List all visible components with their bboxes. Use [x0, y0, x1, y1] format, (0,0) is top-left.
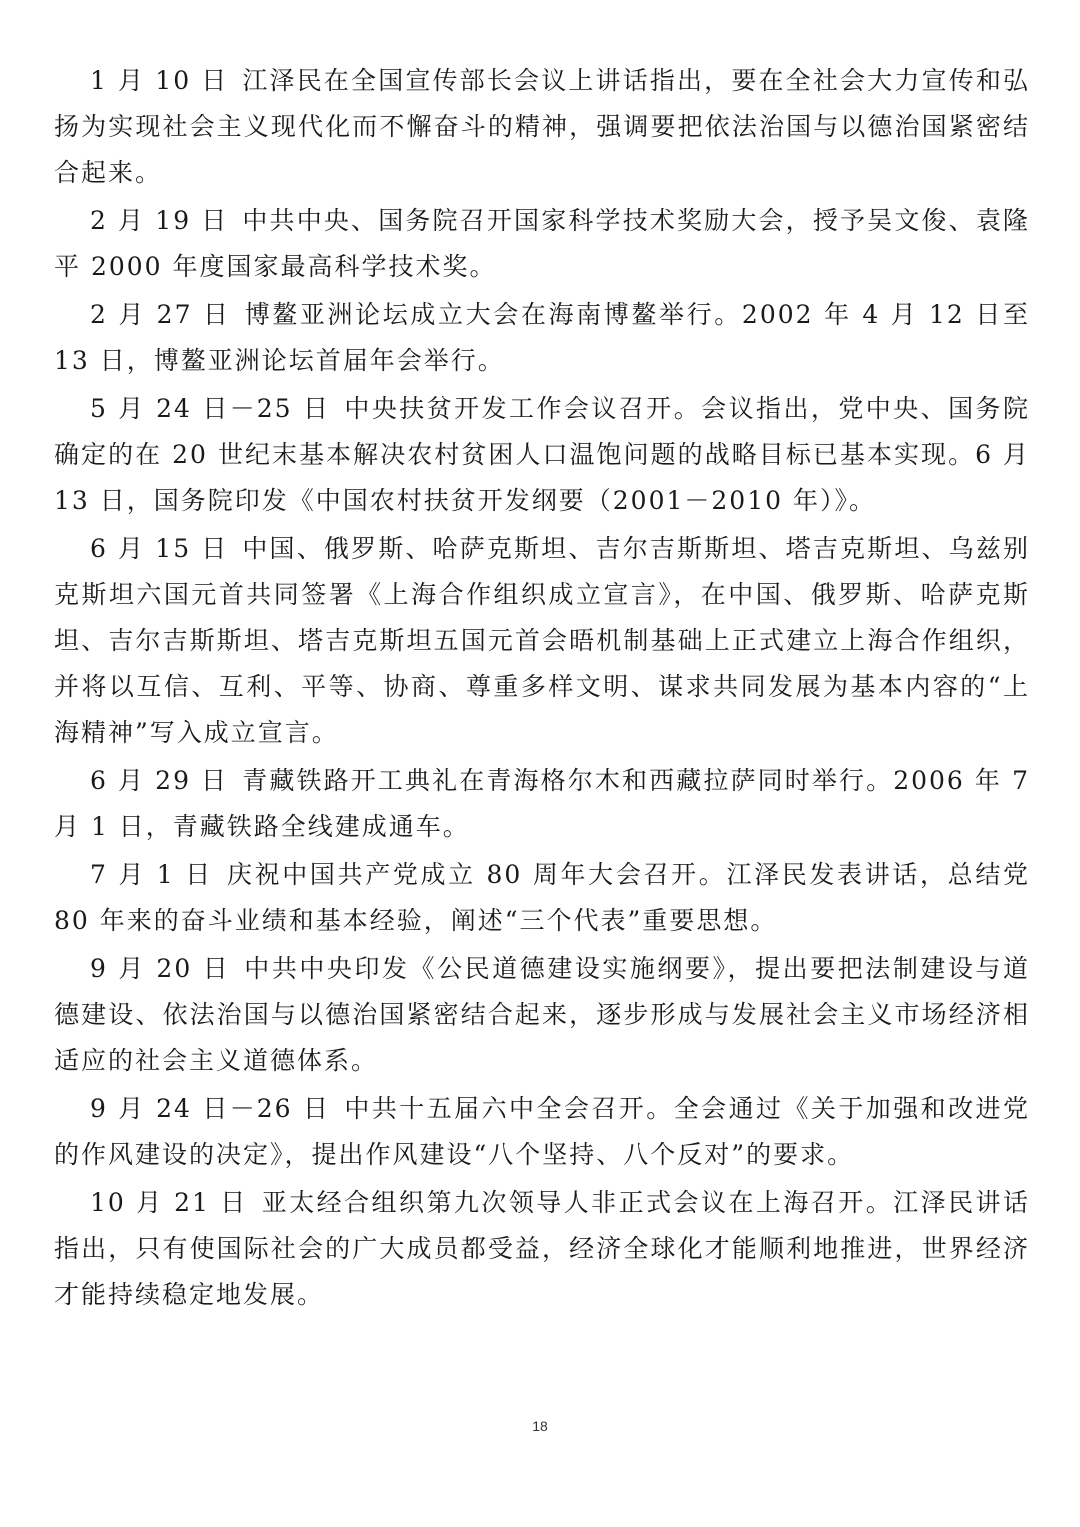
entry-date: 2 月 27 日	[90, 300, 231, 329]
chronology-entry-feb-19	[54, 198, 1030, 290]
entry-text: 中国、俄罗斯、哈萨克斯坦、吉尔吉斯斯坦、塔吉克斯坦、乌兹别克斯坦六国元首共同签署《上海合作组织成立宣言》，在中国、俄罗斯、哈萨克斯坦、吉尔吉斯斯坦、塔吉克斯坦五国元首会晤机制基础上正式建立上海合作组织，并将以互信、互利、平等、协商、尊重多样文明、谋求共同发展为基本内容的“上海精神”写入成立宣言。	[54, 534, 1030, 747]
entry-date: 1 月 10 日	[90, 66, 229, 95]
entry-date: 6 月 29 日	[90, 766, 229, 795]
chronology-entry-jun-29	[54, 758, 1030, 850]
chronology-entry-may-24	[54, 386, 1030, 524]
entry-text: 博鳌亚洲论坛成立大会在海南博鳌举行。2002 年 4 月 12 日至 13 日，博鳌亚洲论坛首届年会举行。	[54, 300, 1031, 375]
chronology-entry-jul-1	[54, 852, 1030, 944]
entry-date: 2 月 19 日	[90, 206, 229, 235]
entry-text: 江泽民在全国宣传部长会议上讲话指出，要在全社会大力宣传和弘扬为实现社会主义现代化而不懈奋斗的精神，强调要把依法治国与以德治国紧密结合起来。	[54, 66, 1030, 187]
entry-date: 7 月 1 日	[90, 860, 213, 889]
page-number: 18	[532, 1418, 548, 1434]
entry-date: 9 月 20 日	[90, 954, 231, 983]
entry-text: 庆祝中国共产党成立 80 周年大会召开。江泽民发表讲话，总结党 80 年来的奋斗业绩和基本经验，阐述“三个代表”重要思想。	[54, 860, 1030, 935]
entry-date: 5 月 24 日－25 日	[90, 394, 331, 423]
entry-text: 中共中央、国务院召开国家科学技术奖励大会，授予吴文俊、袁隆平 2000 年度国家最高科学技术奖。	[54, 206, 1030, 281]
entry-date: 9 月 24 日－26 日	[90, 1094, 331, 1123]
entry-date: 6 月 15 日	[90, 534, 229, 563]
chronology-entry-oct-21	[54, 1180, 1030, 1318]
chronology-entry-sep-20	[54, 946, 1030, 1084]
entry-text: 中共十五届六中全会召开。全会通过《关于加强和改进党的作风建设的决定》，提出作风建设“八个坚持、八个反对”的要求。	[54, 1094, 1030, 1169]
entry-date: 10 月 21 日	[90, 1188, 248, 1217]
chronology-entry-jun-15	[54, 526, 1030, 756]
chronology-list	[54, 58, 1030, 1320]
chronology-entry-feb-27	[54, 292, 1030, 384]
entry-text: 亚太经合组织第九次领导人非正式会议在上海召开。江泽民讲话指出，只有使国际社会的广大成员都受益，经济全球化才能顺利地推进，世界经济才能持续稳定地发展。	[54, 1188, 1030, 1309]
entry-text: 中共中央印发《公民道德建设实施纲要》，提出要把法制建设与道德建设、依法治国与以德治国紧密结合起来，逐步形成与发展社会主义市场经济相适应的社会主义道德体系。	[54, 954, 1030, 1075]
entry-text: 青藏铁路开工典礼在青海格尔木和西藏拉萨同时举行。2006 年 7 月 1 日，青藏铁路全线建成通车。	[54, 766, 1030, 841]
chronology-entry-sep-24	[54, 1086, 1030, 1178]
chronology-entry-jan-10	[54, 58, 1030, 196]
entry-text: 中央扶贫开发工作会议召开。会议指出，党中央、国务院确定的在 20 世纪末基本解决农村贫困人口温饱问题的战略目标已基本实现。6 月 13 日，国务院印发《中国农村扶贫开发纲要（2001－2010 年）》。	[54, 394, 1030, 515]
